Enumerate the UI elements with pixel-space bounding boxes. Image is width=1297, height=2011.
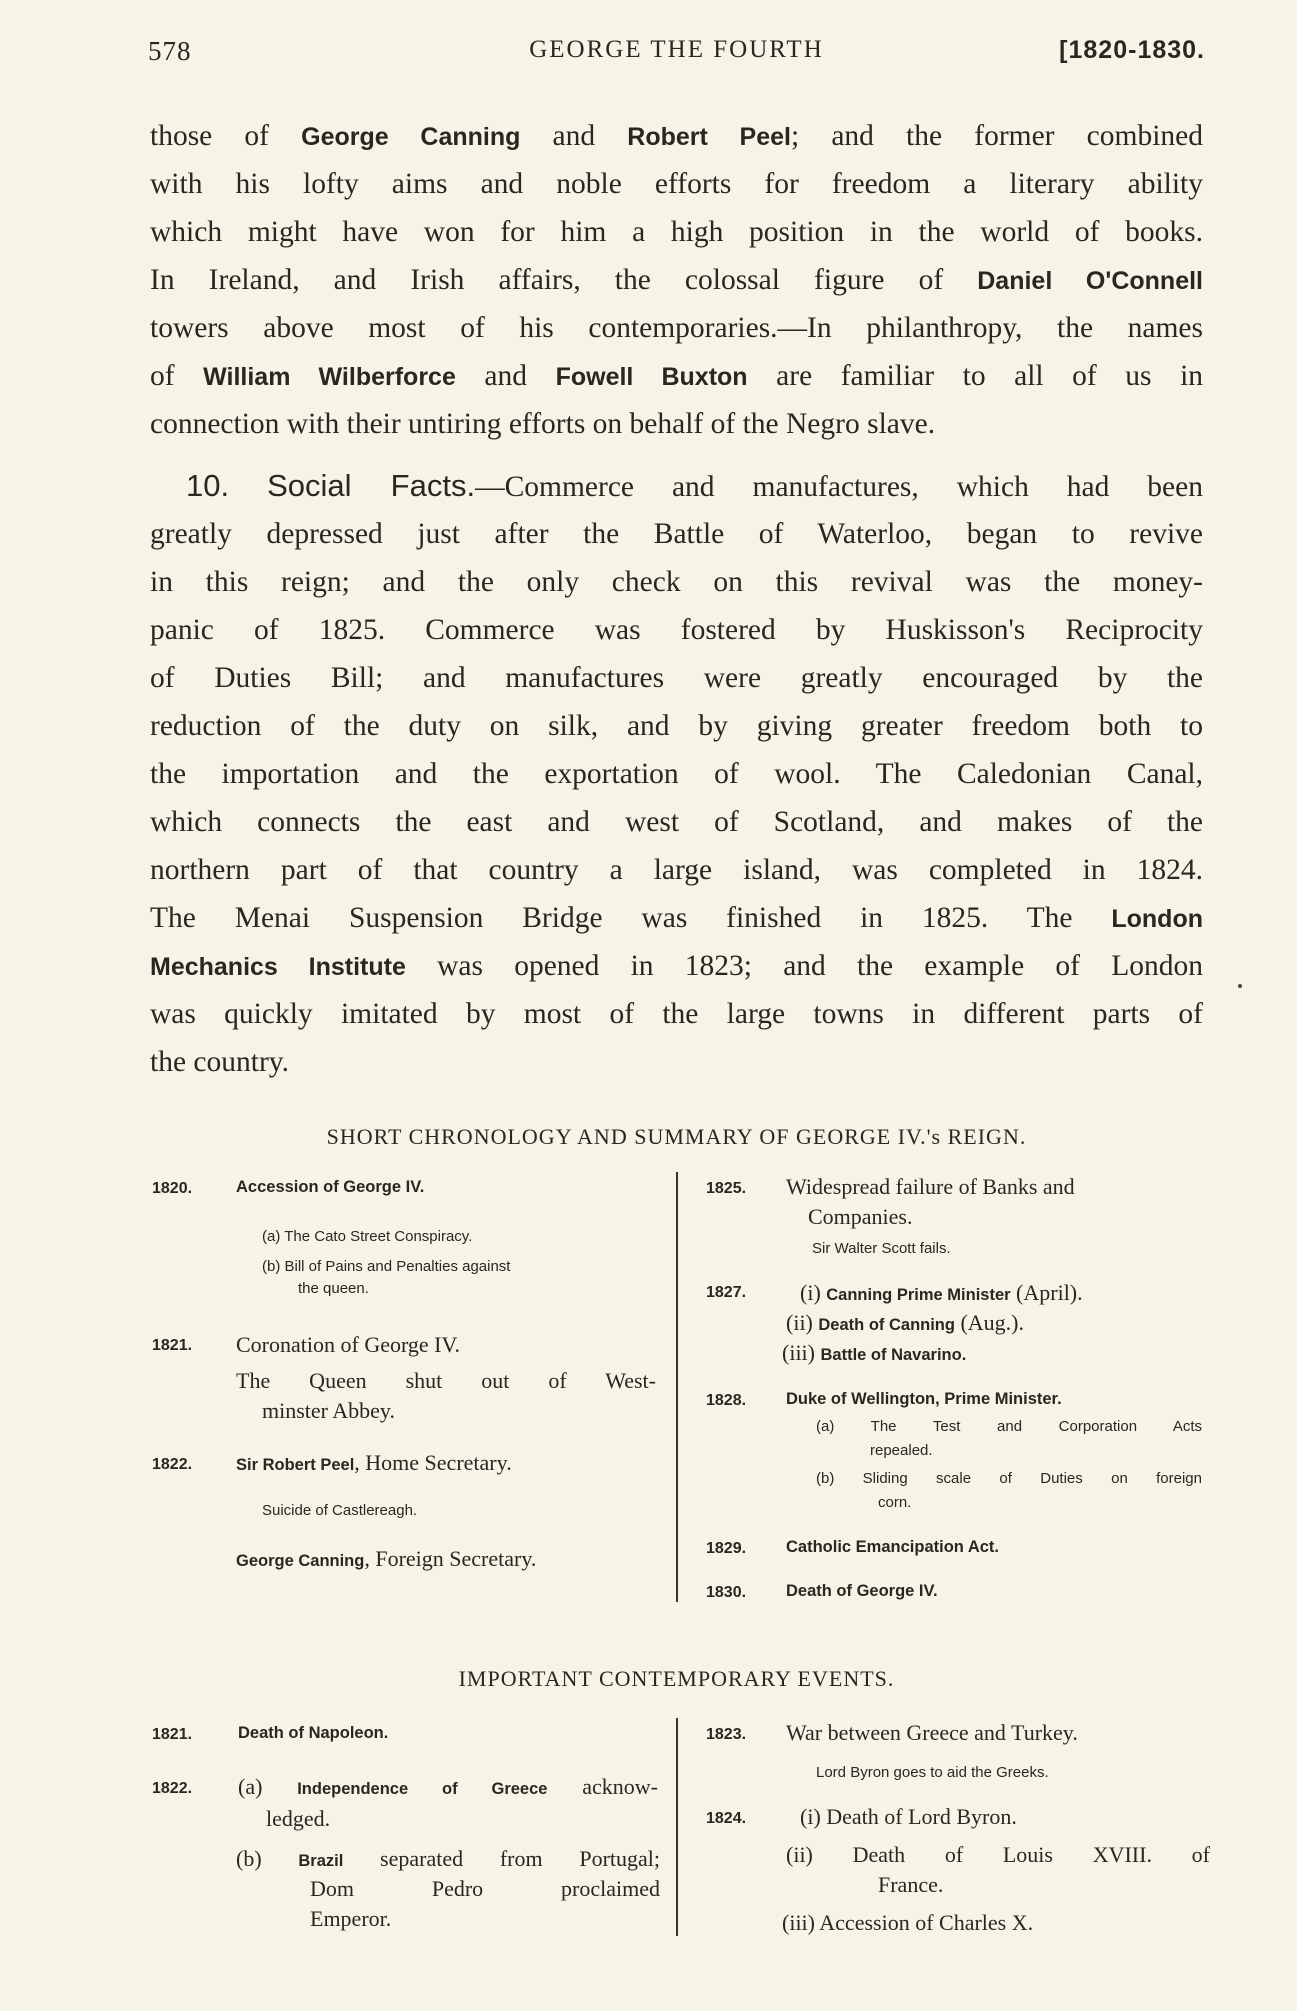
chronology-subentry: Suicide of Castlereagh. bbox=[262, 1502, 418, 1519]
year-label: 1822. bbox=[152, 1780, 193, 1797]
chronology-entry: Death of George IV. bbox=[786, 1582, 938, 1600]
year-label: 1825. bbox=[706, 1180, 747, 1197]
chronology-entry: George Canning, Foreign Secretary. bbox=[236, 1546, 537, 1571]
text-line: The Menai Suspension Bridge was finished in 1825. The London bbox=[150, 902, 1203, 934]
year-label: 1822. bbox=[152, 1456, 193, 1473]
paragraph-notable-men bbox=[150, 112, 1203, 448]
page-number: 578 bbox=[148, 36, 192, 66]
text-line: which might have won for him a high position in the world of books. bbox=[150, 216, 1203, 248]
chronology-entry: Catholic Emancipation Act. bbox=[786, 1538, 1000, 1556]
chronology-caption: SHORT CHRONOLOGY AND SUMMARY OF GEORGE IV.'s REIGN. bbox=[326, 1124, 1027, 1149]
year-label: 1827. bbox=[706, 1284, 747, 1301]
chronology-subentry: corn. bbox=[878, 1494, 912, 1511]
running-header bbox=[148, 36, 1205, 76]
chronology-subentry: (b) Sliding scale of Duties on foreign bbox=[816, 1470, 1202, 1487]
running-title: GEORGE THE FOURTH bbox=[529, 36, 824, 63]
chronology-entry: Accession of George IV. bbox=[236, 1178, 425, 1196]
chronology-subentry: (b) Bill of Pains and Penalties against bbox=[262, 1258, 511, 1275]
chronology-subentry: the queen. bbox=[298, 1280, 369, 1297]
text-line: reduction of the duty on silk, and by giving greater freedom both to bbox=[150, 710, 1203, 742]
chronology-entry: Companies. bbox=[808, 1204, 913, 1229]
chronology-entry: Sir Robert Peel, Home Secretary. bbox=[236, 1450, 512, 1475]
chronology-entry: The Queen shut out of West- bbox=[236, 1368, 656, 1393]
chronology-entry: minster Abbey. bbox=[262, 1398, 395, 1423]
chronology-subentry: (a) The Test and Corporation Acts bbox=[816, 1418, 1202, 1435]
chronology-entry: (i) Canning Prime Minister (April). bbox=[800, 1280, 1083, 1305]
text-line: of Duties Bill; and manufactures were greatly encouraged by the bbox=[150, 662, 1203, 694]
year-label: 1824. bbox=[706, 1810, 747, 1827]
running-years: [1820-1830. bbox=[1059, 36, 1205, 64]
paragraph-social-facts bbox=[150, 462, 1203, 1086]
text-line: of William Wilberforce and Fowell Buxton are familiar to all of us in bbox=[150, 360, 1204, 392]
chronology-subentry: Sir Walter Scott fails. bbox=[812, 1240, 951, 1257]
event-entry: (ii) Death of Louis XVIII. of bbox=[786, 1842, 1210, 1867]
events-caption: IMPORTANT CONTEMPORARY EVENTS. bbox=[458, 1666, 895, 1691]
event-entry: ledged. bbox=[266, 1806, 331, 1831]
event-entry: War between Greece and Turkey. bbox=[786, 1720, 1078, 1745]
chronology-entry: (ii) Death of Canning (Aug.). bbox=[786, 1310, 1025, 1335]
section-title: Social Facts. bbox=[267, 468, 476, 503]
event-entry: Death of Napoleon. bbox=[238, 1724, 389, 1742]
year-label: 1821. bbox=[152, 1726, 193, 1743]
event-entry: (a) Independence of Greece acknow- bbox=[238, 1774, 658, 1799]
year-label: 1821. bbox=[152, 1337, 193, 1354]
chronology-entry: Widespread failure of Banks and bbox=[786, 1174, 1075, 1199]
event-entry: (i) Death of Lord Byron. bbox=[800, 1804, 1017, 1829]
text-line: Mechanics Institute was opened in 1823; and the example of London bbox=[150, 950, 1204, 982]
text-line: the country. bbox=[150, 1046, 289, 1078]
text-line: northern part of that country a large island, was completed in 1824. bbox=[150, 854, 1203, 886]
year-label: 1823. bbox=[706, 1726, 747, 1743]
section-number: 10. bbox=[186, 468, 230, 503]
margin-mark bbox=[1238, 984, 1242, 988]
event-subentry: Lord Byron goes to aid the Greeks. bbox=[816, 1764, 1049, 1781]
text-line: with his lofty aims and noble efforts for freedom a literary ability bbox=[150, 168, 1203, 200]
text-line: was quickly imitated by most of the large towns in different parts of bbox=[150, 998, 1203, 1030]
year-label: 1828. bbox=[706, 1392, 747, 1409]
year-label: 1820. bbox=[152, 1180, 193, 1197]
text-line: the importation and the exportation of wool. The Caledonian Canal, bbox=[150, 758, 1203, 790]
text-line: which connects the east and west of Scotland, and makes of the bbox=[150, 806, 1203, 838]
chronology-entry: Coronation of George IV. bbox=[236, 1332, 461, 1357]
text-line: 10. Social Facts.—Commerce and manufactures, which had been bbox=[186, 468, 1203, 503]
event-entry: France. bbox=[878, 1872, 944, 1897]
text-line: towers above most of his contemporaries.—In philanthropy, the names bbox=[150, 312, 1203, 344]
text-line: in this reign; and the only check on this revival was the money- bbox=[150, 566, 1203, 598]
column-divider bbox=[676, 1718, 678, 1936]
text-line: those of George Canning and Robert Peel; and the former combined bbox=[150, 120, 1203, 152]
year-label: 1829. bbox=[706, 1540, 747, 1557]
text-line: panic of 1825. Commerce was fostered by Huskisson's Reciprocity bbox=[150, 614, 1203, 646]
chronology-subentry: repealed. bbox=[870, 1442, 933, 1459]
text-line: greatly depressed just after the Battle of Waterloo, began to revive bbox=[150, 518, 1203, 550]
event-entry: Dom Pedro proclaimed bbox=[310, 1876, 660, 1901]
event-entry: (b) Brazil separated from Portugal; bbox=[236, 1846, 660, 1871]
chronology-entry: (iii) Battle of Navarino. bbox=[782, 1340, 967, 1365]
chronology-subentry: (a) The Cato Street Conspiracy. bbox=[262, 1228, 473, 1245]
chronology-entry: Duke of Wellington, Prime Minister. bbox=[786, 1390, 1062, 1408]
event-entry: (iii) Accession of Charles X. bbox=[782, 1910, 1034, 1935]
year-label: 1830. bbox=[706, 1584, 747, 1601]
event-entry: Emperor. bbox=[310, 1906, 392, 1931]
text-line: connection with their untiring efforts on behalf of the Negro slave. bbox=[150, 408, 936, 440]
column-divider bbox=[676, 1172, 678, 1602]
text-line: In Ireland, and Irish affairs, the colossal figure of Daniel O'Connell bbox=[150, 264, 1203, 296]
